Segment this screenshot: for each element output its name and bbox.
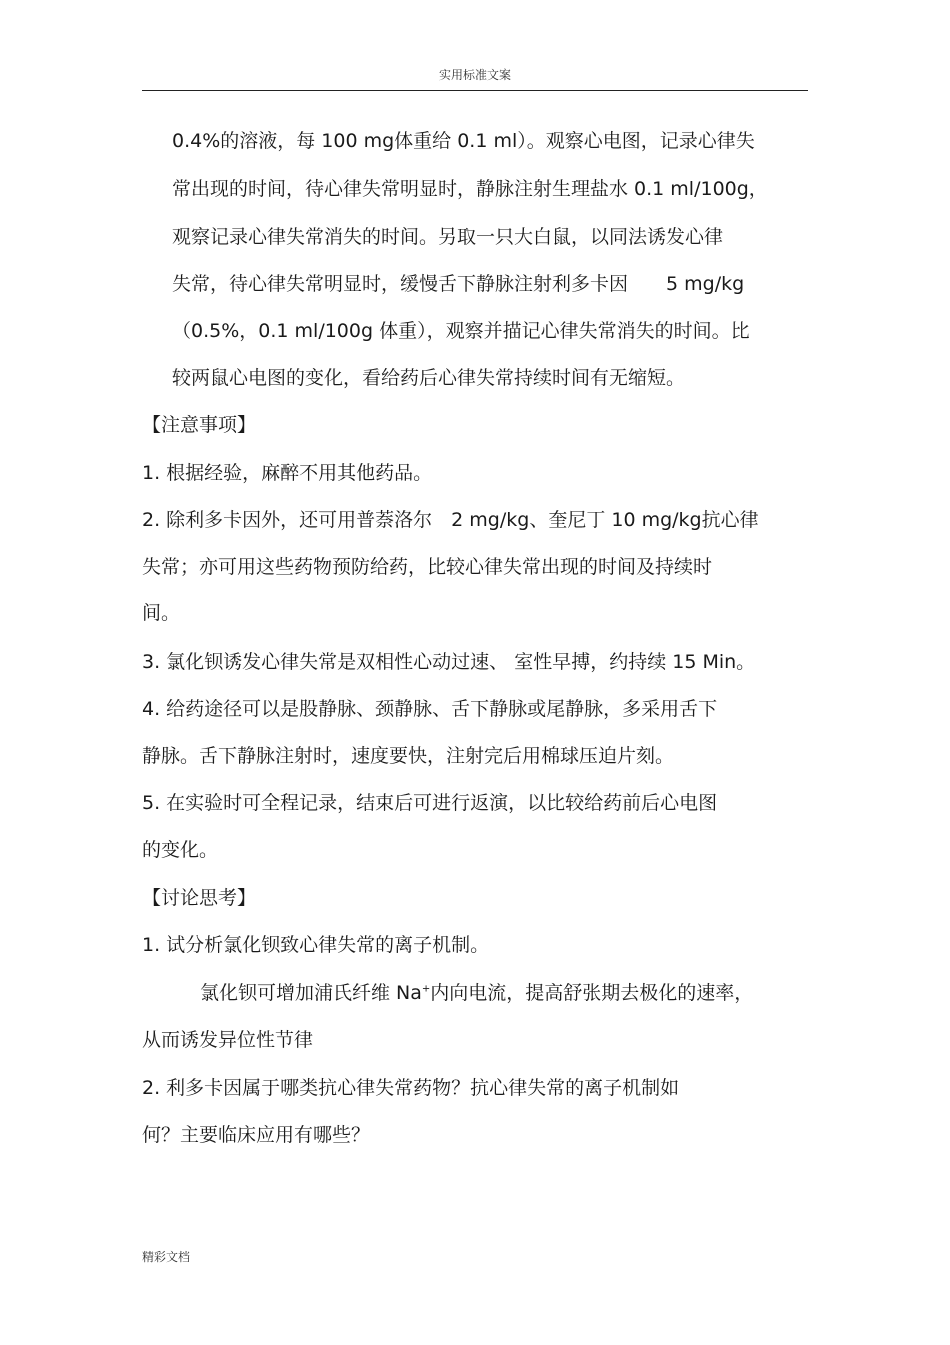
answer-text-part: 内向电流，提高舒张期去极化的速率， <box>430 982 754 1004</box>
question-1: 1. 试分析氯化钡致心律失常的离子机制。 <box>142 934 490 956</box>
section-heading-discussion: 【讨论思考】 <box>142 887 257 909</box>
body-line: 的变化。 <box>142 839 219 861</box>
body-line: 观察记录心律失常消失的时间。另取一只大白鼠，以同法诱发心律 <box>172 226 724 248</box>
header-rule <box>142 90 808 91</box>
body-line: 0.4%的溶液，每 100 mg体重给 0.1 ml）。观察心电图，记录心律失 <box>172 130 755 152</box>
body-line: 静脉。舌下静脉注射时，速度要快，注射完后用棉球压迫片刻。 <box>142 745 675 767</box>
page-footer: 精彩文档 <box>142 1250 191 1264</box>
body-line: （0.5%，0.1 ml/100g 体重），观察并描记心律失常消失的时间。比 <box>172 320 750 342</box>
note-item-1: 1. 根据经验，麻醉不用其他药品。 <box>142 462 433 484</box>
answer-text-part: 氯化钡可增加浦氏纤维 Na <box>200 982 422 1004</box>
body-line: 何？主要临床应用有哪些？ <box>142 1124 371 1146</box>
question-2: 2. 利多卡因属于哪类抗心律失常药物？抗心律失常的离子机制如 <box>142 1077 680 1099</box>
body-line: 失常；亦可用这些药物预防给药，比较心律失常出现的时间及持续时 <box>142 556 713 578</box>
answer-line <box>200 981 753 1005</box>
body-line: 较两鼠心电图的变化，看给药后心律失常持续时间有无缩短。 <box>172 367 686 389</box>
page-header: 实用标准文案 <box>438 68 511 82</box>
note-item-3: 3. 氯化钡诱发心律失常是双相性心动过速、 室性早搏，约持续 15 Min。 <box>142 651 756 673</box>
note-item-5: 5. 在实验时可全程记录，结束后可进行返演，以比较给药前后心电图 <box>142 792 718 814</box>
section-heading-notes: 【注意事项】 <box>142 414 257 436</box>
superscript-plus: + <box>421 983 431 995</box>
body-line: 常出现的时间，待心律失常明显时，静脉注射生理盐水 0.1 ml/100g， <box>172 178 768 200</box>
body-line: 间。 <box>142 602 181 624</box>
note-item-4: 4. 给药途径可以是股静脉、颈静脉、舌下静脉或尾静脉，多采用舌下 <box>142 698 718 720</box>
body-line: 失常，待心律失常明显时，缓慢舌下静脉注射利多卡因 5 mg/kg <box>172 273 745 295</box>
note-item-2: 2. 除利多卡因外，还可用普萘洛尔 2 mg/kg、奎尼丁 10 mg/kg抗心律 <box>142 509 759 531</box>
body-line: 从而诱发异位性节律 <box>142 1029 314 1051</box>
